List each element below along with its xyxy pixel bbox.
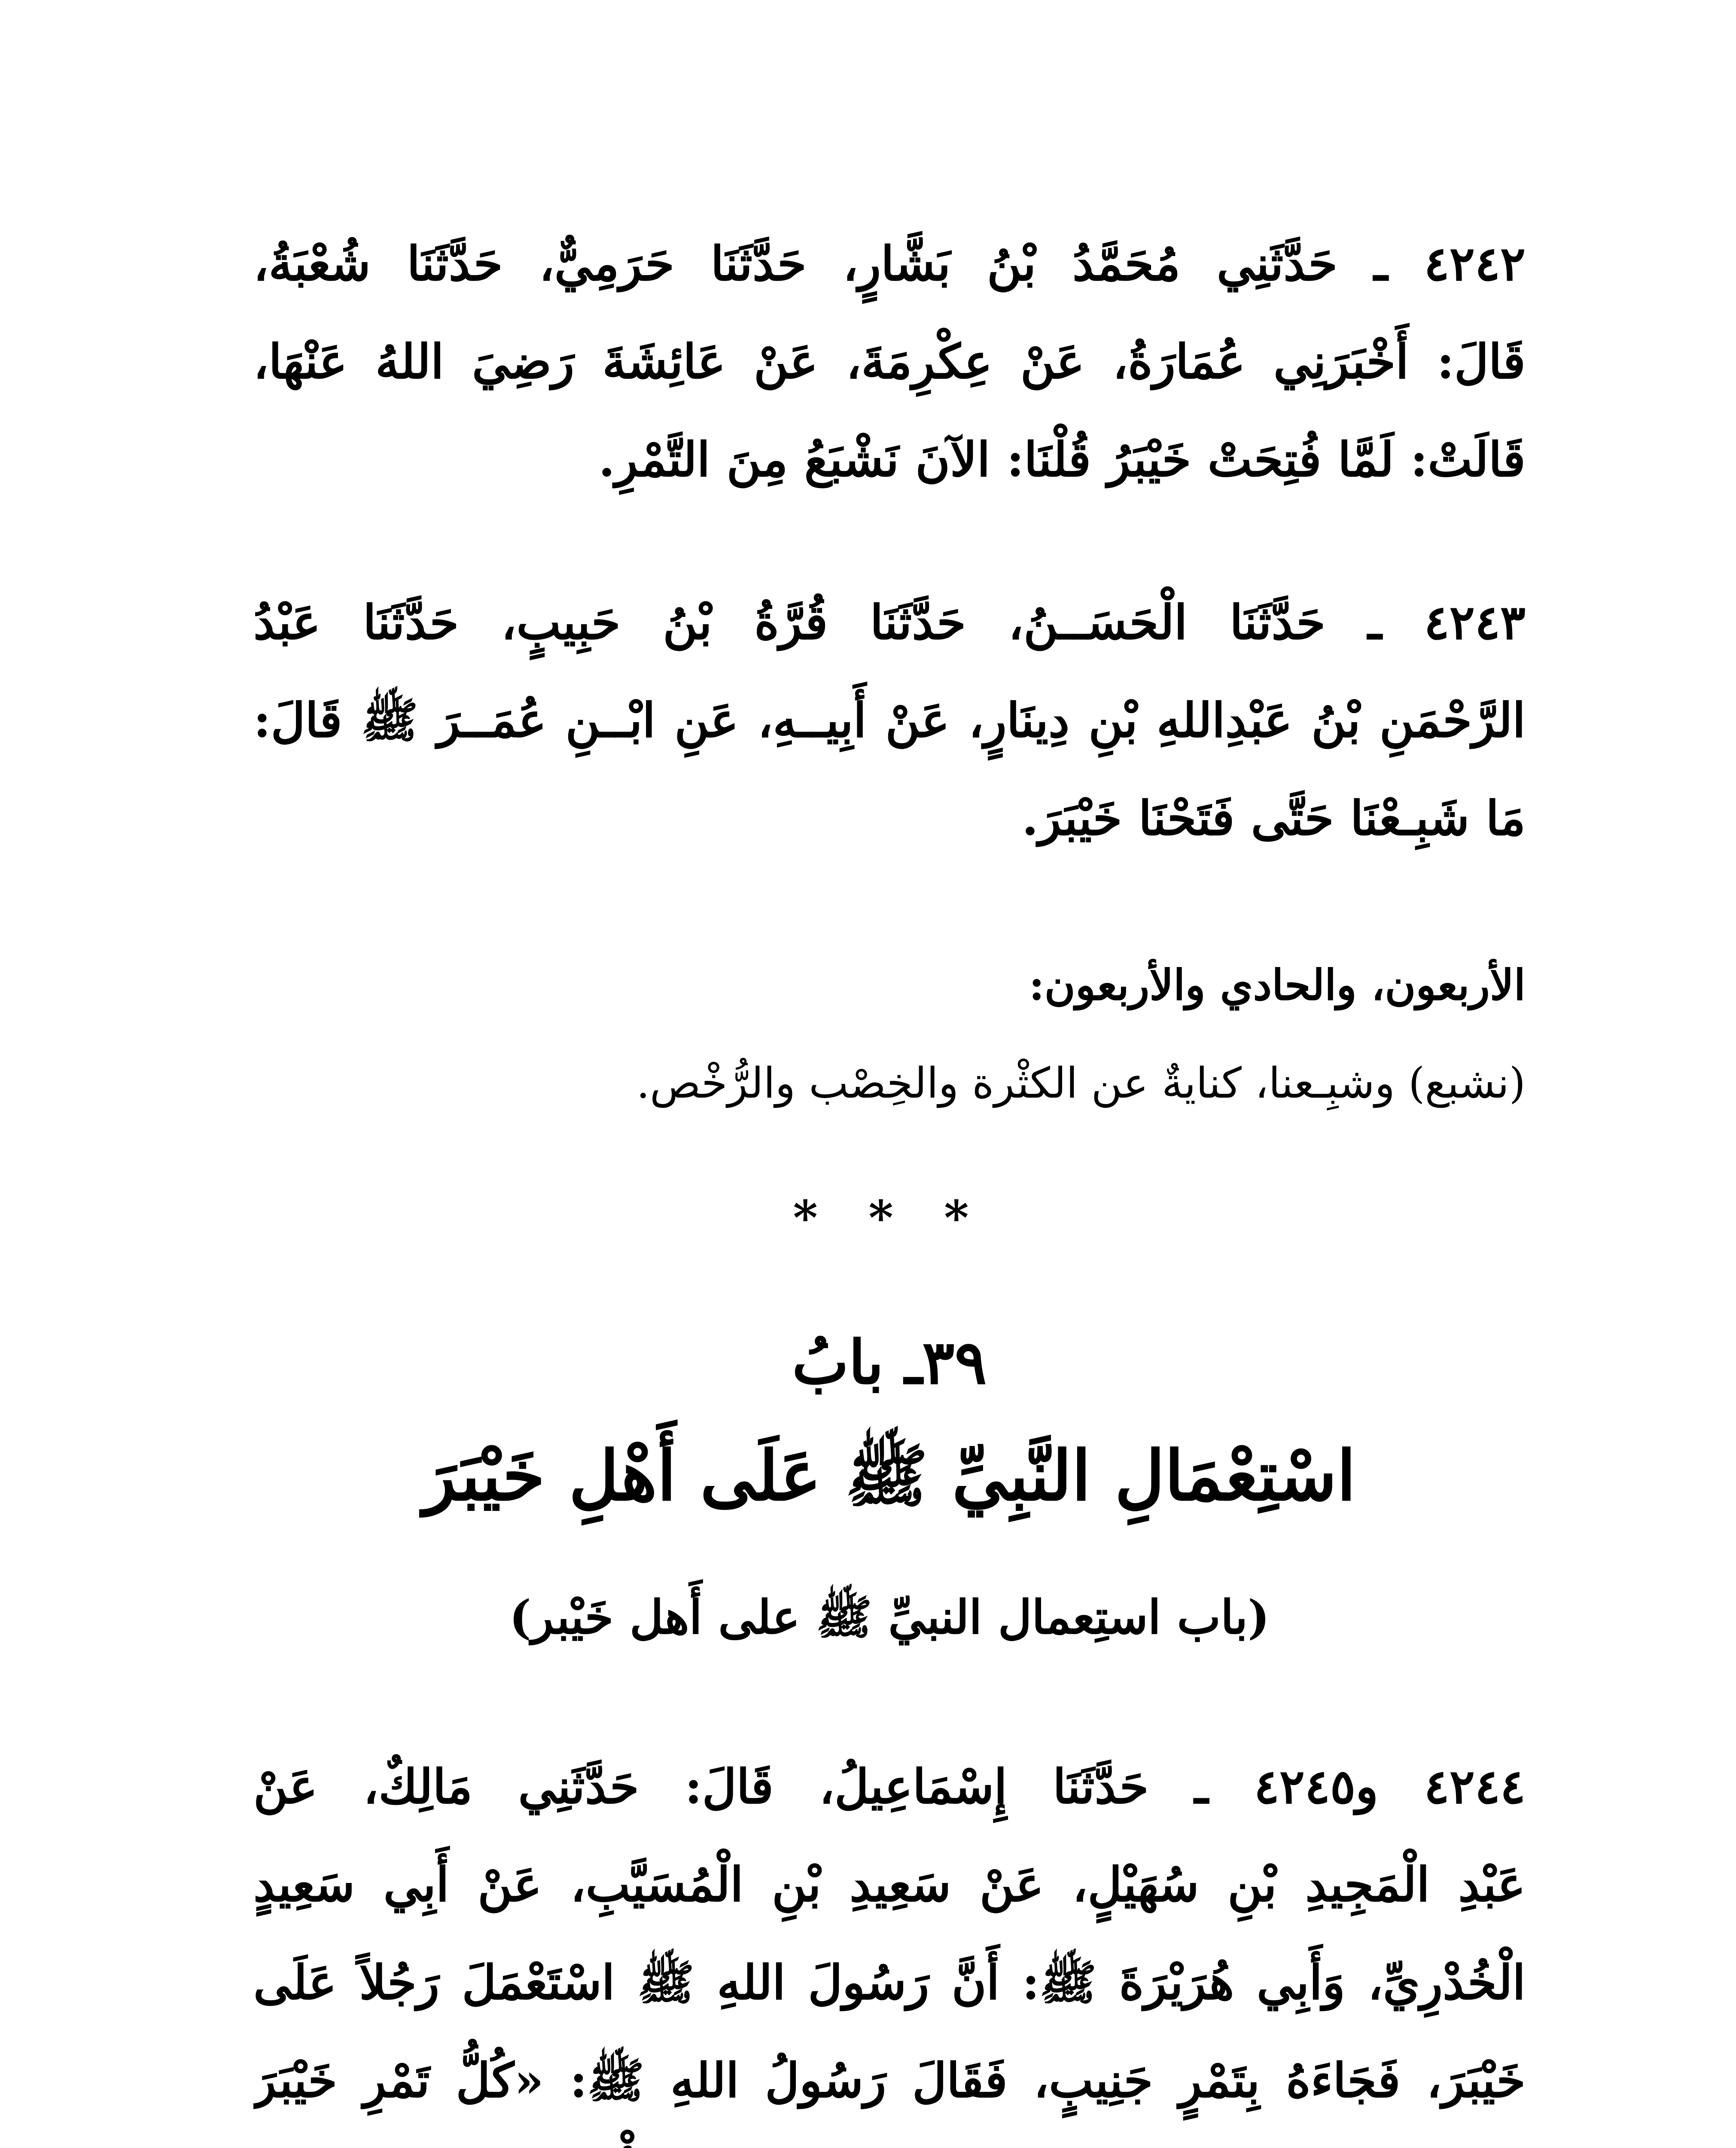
- text-line: ٤٢٤٤ و٤٢٤٥ ـ حَدَّثَنَا إِسْمَاعِيلُ، قَالَ: حَدَّثَنِي مَالِكٌ، عَنْ: [253, 1759, 1526, 1814]
- text-line: خَيْبَرَ، فَجَاءَهُ بِتَمْرٍ جَنِيبٍ، فَقَالَ رَسُولُ اللهِ ﷺ: «كُلُّ تَمْرِ خَيْبَرَ: [253, 2053, 1526, 2108]
- text-line: ٤٢٤٢ ـ حَدَّثَنِي مُحَمَّدُ بْنُ بَشَّارٍ، حَدَّثَنَا حَرَمِيٌّ، حَدَّثَنَا شُعْبَةُ،: [253, 236, 1526, 291]
- hadith-4244-4245: [253, 1738, 1526, 2148]
- section-separator: * * *: [793, 1190, 986, 1245]
- explanation-heading: الأربعون، والحادي والأربعون:: [1029, 961, 1526, 1010]
- text-line: [253, 2130, 1526, 2148]
- text-line: مَا شَبِـعْنَا حَتَّى فَتَحْنَا خَيْبَرَ.: [1022, 790, 1526, 846]
- explanation-text: (نشبع) وشبِـعنا، كنايةٌ عن الكثْرة والخِصْب والرُّخْص.: [636, 1059, 1526, 1108]
- hadith-4242: [253, 215, 1526, 509]
- text-line: عَبْدِ الْمَجِيدِ بْنِ سُهَيْلٍ، عَنْ سَعِيدِ بْنِ الْمُسَيَّبِ، عَنْ أَبِي سَعِيدٍ: [253, 1857, 1526, 1912]
- text-line: الْخُدْرِيِّ، وَأَبِي هُرَيْرَةَ ﷺ: أَنَّ رَسُولَ اللهِ ﷺ اسْتَعْمَلَ رَجُلاً عَلَى: [253, 1955, 1526, 2010]
- text-line: قَالَتْ: لَمَّا فُتِحَتْ خَيْبَرُ قُلْنَا: الآنَ نَشْبَعُ مِنَ التَّمْرِ.: [598, 432, 1526, 487]
- chapter-subtitle: (باب استِعمال النبيِّ ﷺ على أَهل خَيْبر): [509, 1590, 1270, 1645]
- chapter-number: ٣٩ـ بابُ: [792, 1327, 987, 1398]
- text-line: الرَّحْمَنِ بْنُ عَبْدِاللهِ بْنِ دِينَارٍ، عَنْ أَبِيــهِ، عَنِ ابْــنِ عُمَــرَ ﷺ قَالَ:: [253, 693, 1526, 748]
- hadith-4243: [253, 574, 1526, 867]
- text-line: قَالَ: أَخْبَرَنِي عُمَارَةُ، عَنْ عِكْرِمَةَ، عَنْ عَائِشَةَ رَضِيَ اللهُ عَنْهَا،: [253, 334, 1526, 389]
- text-line: ٤٢٤٣ ـ حَدَّثَنَا الْحَسَــنُ، حَدَّثَنَا قُرَّةُ بْنُ حَبِيبٍ، حَدَّثَنَا عَبْدُ: [253, 595, 1526, 650]
- explanation-note: [253, 937, 1526, 1132]
- chapter-title: اسْتِعْمَالِ النَّبِيِّ ﷺ عَلَى أَهْلِ خَيْبَرَ: [423, 1435, 1356, 1516]
